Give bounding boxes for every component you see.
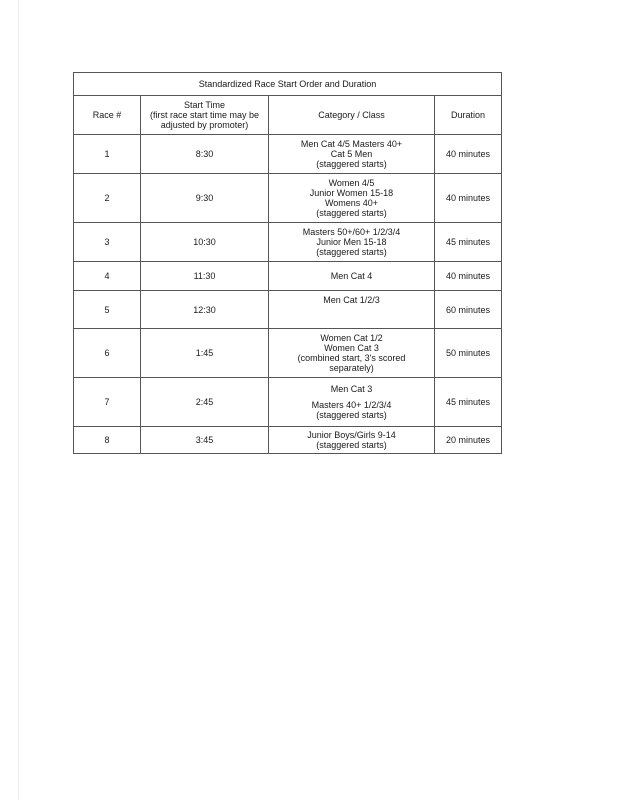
category-line: separately)	[329, 363, 374, 373]
category-line: (staggered starts)	[316, 247, 387, 257]
duration-cell: 40 minutes	[435, 262, 502, 291]
start-time-cell: 1:45	[141, 329, 269, 378]
duration-cell: 40 minutes	[435, 135, 502, 174]
duration-cell: 60 minutes	[435, 291, 502, 329]
category-cell	[269, 291, 435, 329]
duration-cell: 40 minutes	[435, 174, 502, 223]
category-line: Junior Women 15-18	[309, 188, 394, 198]
table-row	[74, 174, 502, 223]
table-title: Standardized Race Start Order and Duration	[74, 73, 502, 96]
race-number-cell: 1	[74, 135, 141, 174]
category-line: (staggered starts)	[316, 410, 387, 420]
category-cell	[269, 223, 435, 262]
header-start-time	[141, 96, 269, 135]
category-line: Men Cat 3	[330, 384, 373, 394]
duration-cell: 45 minutes	[435, 223, 502, 262]
category-line: Masters 40+ 1/2/3/4	[311, 400, 392, 410]
table-row	[74, 329, 502, 378]
category-line: (staggered starts)	[316, 440, 387, 450]
race-number-cell: 4	[74, 262, 141, 291]
category-cell	[269, 262, 435, 291]
start-time-cell: 2:45	[141, 378, 269, 427]
category-cell	[269, 329, 435, 378]
category-line: (combined start, 3's scored	[297, 353, 406, 363]
table-row	[74, 223, 502, 262]
category-line: Men Cat 4	[330, 271, 373, 281]
header-race-number: Race #	[74, 96, 141, 135]
start-time-cell: 11:30	[141, 262, 269, 291]
category-line: Women Cat 1/2	[320, 333, 383, 343]
category-cell	[269, 174, 435, 223]
category-line: Women Cat 3	[324, 343, 379, 353]
start-time-cell: 10:30	[141, 223, 269, 262]
category-line: Women 4/5	[328, 178, 375, 188]
table-row	[74, 291, 502, 329]
table-row	[74, 427, 502, 454]
start-time-cell: 9:30	[141, 174, 269, 223]
race-number-cell: 5	[74, 291, 141, 329]
category-cell	[269, 135, 435, 174]
race-number-cell: 8	[74, 427, 141, 454]
race-schedule-table	[73, 72, 502, 454]
table-row	[74, 135, 502, 174]
header-category: Category / Class	[269, 96, 435, 135]
table-header-row	[74, 96, 502, 135]
duration-cell: 45 minutes	[435, 378, 502, 427]
table-title-row	[74, 73, 502, 96]
category-cell	[269, 427, 435, 454]
duration-cell: 50 minutes	[435, 329, 502, 378]
duration-cell: 20 minutes	[435, 427, 502, 454]
table-row	[74, 262, 502, 291]
start-time-cell: 12:30	[141, 291, 269, 329]
page-edge-line	[18, 0, 19, 800]
category-cell	[269, 378, 435, 427]
category-line: Junior Boys/Girls 9-14	[307, 430, 396, 440]
race-number-cell: 2	[74, 174, 141, 223]
race-number-cell: 7	[74, 378, 141, 427]
header-duration: Duration	[435, 96, 502, 135]
header-start-time-line: Start Time	[183, 100, 225, 110]
header-start-time-line: adjusted by promoter)	[160, 120, 249, 130]
category-line: (staggered starts)	[316, 159, 387, 169]
category-line: Men Cat 4/5 Masters 40+	[300, 139, 403, 149]
table-row	[74, 378, 502, 427]
category-line: Womens 40+	[324, 198, 379, 208]
category-line: Junior Men 15-18	[316, 237, 387, 247]
race-number-cell: 3	[74, 223, 141, 262]
header-start-time-line: (first race start time may be	[149, 110, 260, 120]
start-time-cell: 8:30	[141, 135, 269, 174]
race-number-cell: 6	[74, 329, 141, 378]
category-line: Cat 5 Men	[330, 149, 373, 159]
category-line: (staggered starts)	[316, 208, 387, 218]
start-time-cell: 3:45	[141, 427, 269, 454]
category-line: Men Cat 1/2/3	[323, 295, 380, 305]
category-line: Masters 50+/60+ 1/2/3/4	[302, 227, 401, 237]
